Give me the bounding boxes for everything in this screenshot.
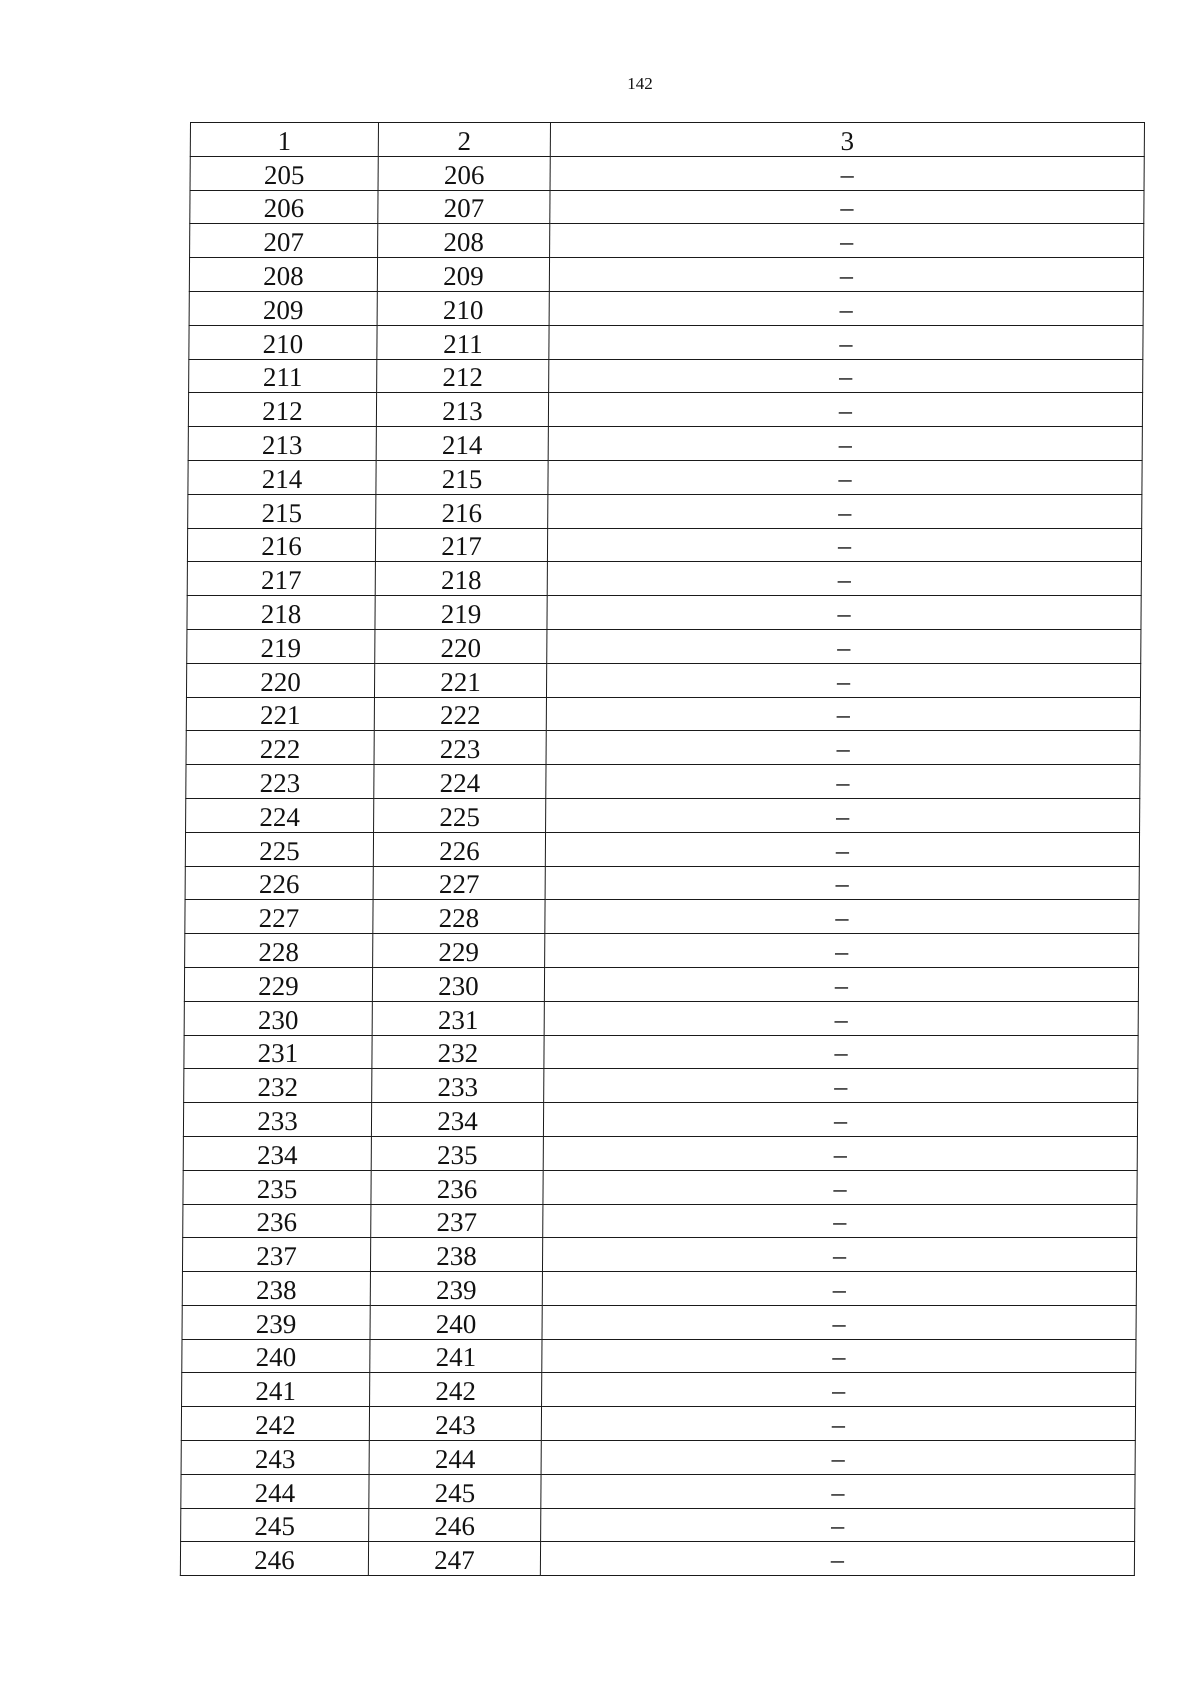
table-cell-col-3: – (550, 156, 1144, 190)
table-row (180, 1542, 1134, 1576)
table-cell-col-3: – (542, 1238, 1136, 1272)
table-cell-col-2: 247 (368, 1542, 540, 1576)
table-row (181, 1508, 1135, 1542)
table-cell-col-2: 241 (370, 1339, 542, 1373)
table-cell-col-2: 216 (376, 494, 548, 528)
table-cell-col-1: 214 (188, 460, 376, 494)
table-cell-col-2: 213 (376, 393, 548, 427)
table-cell-col-3: – (549, 258, 1143, 292)
table-cell-col-1: 232 (184, 1069, 372, 1103)
header-cell-col-3: 3 (550, 123, 1144, 157)
table-cell-col-2: 234 (371, 1103, 543, 1137)
table-cell-col-2: 246 (369, 1508, 541, 1542)
table-cell-col-3: – (546, 731, 1140, 765)
header-cell-col-1: 1 (190, 123, 378, 157)
table-cell-col-1: 211 (189, 359, 377, 393)
table-cell-col-1: 221 (186, 697, 374, 731)
table-header-row (190, 123, 1144, 157)
table-cell-col-2: 225 (374, 798, 546, 832)
table-cell-col-2: 222 (374, 697, 546, 731)
table-cell-col-2: 245 (369, 1474, 541, 1508)
table-cell-col-2: 237 (371, 1204, 543, 1238)
table-cell-col-3: – (544, 1069, 1138, 1103)
table-row (183, 1204, 1137, 1238)
table-cell-col-3: – (542, 1373, 1136, 1407)
table-cell-col-3: – (549, 359, 1143, 393)
table-cell-col-1: 208 (189, 258, 377, 292)
table-cell-col-3: – (544, 1035, 1138, 1069)
table-row (187, 562, 1141, 596)
table-cell-col-2: 218 (375, 562, 547, 596)
table-row (189, 291, 1143, 325)
table-row (188, 494, 1142, 528)
table-cell-col-3: – (546, 765, 1140, 799)
table-cell-col-1: 205 (190, 156, 378, 190)
table-cell-col-2: 208 (378, 224, 550, 258)
table-cell-col-1: 236 (183, 1204, 371, 1238)
table-cell-col-1: 238 (182, 1272, 370, 1306)
table-cell-col-1: 240 (182, 1339, 370, 1373)
table-row (184, 1069, 1138, 1103)
table-cell-col-3: – (547, 629, 1141, 663)
table-cell-col-3: – (550, 190, 1144, 224)
table-row (188, 427, 1142, 461)
table-row (190, 156, 1144, 190)
table-cell-col-1: 234 (183, 1136, 371, 1170)
table-cell-col-2: 231 (372, 1001, 544, 1035)
table-cell-col-2: 207 (378, 190, 550, 224)
table-row (185, 900, 1139, 934)
table-cell-col-2: 232 (372, 1035, 544, 1069)
table-cell-col-1: 212 (188, 393, 376, 427)
table-cell-col-1: 230 (184, 1001, 372, 1035)
table-body (180, 156, 1144, 1575)
table-row (190, 190, 1144, 224)
table-cell-col-2: 228 (373, 900, 545, 934)
table-cell-col-2: 227 (373, 866, 545, 900)
table-row (189, 258, 1143, 292)
table-cell-col-2: 235 (371, 1136, 543, 1170)
table-cell-col-1: 213 (188, 427, 376, 461)
table-cell-col-1: 219 (187, 629, 375, 663)
page-number: 142 (627, 74, 653, 93)
table-cell-col-1: 209 (189, 291, 377, 325)
table-cell-col-2: 236 (371, 1170, 543, 1204)
table-cell-col-3: – (547, 596, 1141, 630)
table-cell-col-3: – (543, 1136, 1137, 1170)
table-cell-col-3: – (545, 866, 1139, 900)
table-cell-col-2: 209 (377, 258, 549, 292)
table-cell-col-2: 224 (374, 765, 546, 799)
table-cell-col-2: 240 (370, 1305, 542, 1339)
table-row (182, 1373, 1136, 1407)
table-cell-col-3: – (548, 494, 1142, 528)
table-cell-col-3: – (547, 528, 1141, 562)
table-cell-col-3: – (544, 967, 1138, 1001)
table-cell-col-1: 241 (182, 1373, 370, 1407)
table-cell-col-1: 231 (184, 1035, 372, 1069)
table-row (187, 629, 1141, 663)
table-row (183, 1136, 1137, 1170)
table-row (188, 393, 1142, 427)
table-cell-col-1: 207 (190, 224, 378, 258)
table-cell-col-2: 212 (377, 359, 549, 393)
table-cell-col-1: 216 (187, 528, 375, 562)
table-cell-col-1: 246 (180, 1542, 368, 1576)
table-cell-col-2: 219 (375, 596, 547, 630)
table-cell-col-3: – (547, 562, 1141, 596)
table-row (189, 359, 1143, 393)
table-cell-col-1: 229 (184, 967, 372, 1001)
table-cell-col-2: 230 (372, 967, 544, 1001)
table-cell-col-2: 229 (373, 934, 545, 968)
table-cell-col-1: 237 (182, 1238, 370, 1272)
table-cell-col-2: 220 (375, 629, 547, 663)
table-cell-col-1: 227 (185, 900, 373, 934)
table-cell-col-3: – (549, 291, 1143, 325)
table-cell-col-2: 214 (376, 427, 548, 461)
table-row (181, 1407, 1135, 1441)
table-row (181, 1441, 1135, 1475)
table-cell-col-3: – (548, 393, 1142, 427)
table-row (188, 460, 1142, 494)
table-row (184, 967, 1138, 1001)
table-cell-col-1: 228 (185, 934, 373, 968)
table-cell-col-2: 215 (376, 460, 548, 494)
table-cell-col-2: 206 (378, 156, 550, 190)
table-cell-col-2: 243 (369, 1407, 541, 1441)
table-cell-col-2: 223 (374, 731, 546, 765)
table-cell-col-1: 222 (186, 731, 374, 765)
table-cell-col-3: – (545, 934, 1139, 968)
table-row (182, 1339, 1136, 1373)
table-row (184, 1035, 1138, 1069)
table-cell-col-3: – (541, 1508, 1135, 1542)
table-row (185, 934, 1139, 968)
table-cell-col-2: 217 (375, 528, 547, 562)
table-row (190, 224, 1144, 258)
table-row (182, 1272, 1136, 1306)
table-row (183, 1103, 1137, 1137)
table-row (187, 596, 1141, 630)
table-row (187, 528, 1141, 562)
table-cell-col-3: – (540, 1542, 1134, 1576)
table-cell-col-2: 221 (374, 663, 546, 697)
table-cell-col-1: 217 (187, 562, 375, 596)
table-cell-col-3: – (541, 1407, 1135, 1441)
table-cell-col-2: 242 (370, 1373, 542, 1407)
table-cell-col-1: 225 (185, 832, 373, 866)
table-cell-col-3: – (548, 427, 1142, 461)
table-cell-col-1: 245 (181, 1508, 369, 1542)
table-row (189, 325, 1143, 359)
table-cell-col-3: – (542, 1339, 1136, 1373)
table-row (182, 1238, 1136, 1272)
table-cell-col-3: – (544, 1001, 1138, 1035)
table-cell-col-1: 224 (186, 798, 374, 832)
table-row (184, 1001, 1138, 1035)
table-cell-col-1: 244 (181, 1474, 369, 1508)
table-cell-col-3: – (541, 1474, 1135, 1508)
table-cell-col-3: – (546, 663, 1140, 697)
table-cell-col-1: 226 (185, 866, 373, 900)
table-cell-col-2: 239 (370, 1272, 542, 1306)
table-cell-col-3: – (541, 1441, 1135, 1475)
table-row (183, 1170, 1137, 1204)
table-cell-col-3: – (542, 1272, 1136, 1306)
table-cell-col-1: 223 (186, 765, 374, 799)
table-row (186, 765, 1140, 799)
table-cell-col-3: – (545, 832, 1139, 866)
table-row (181, 1474, 1135, 1508)
table-cell-col-1: 239 (182, 1305, 370, 1339)
table-cell-col-3: – (546, 697, 1140, 731)
table-cell-col-3: – (545, 900, 1139, 934)
table-cell-col-1: 220 (186, 663, 374, 697)
table-row (186, 697, 1140, 731)
table-cell-col-2: 226 (373, 832, 545, 866)
table-cell-col-3: – (543, 1103, 1137, 1137)
table-cell-col-2: 211 (377, 325, 549, 359)
table-cell-col-1: 218 (187, 596, 375, 630)
table-row (186, 663, 1140, 697)
table-row (186, 731, 1140, 765)
table-cell-col-3: – (549, 325, 1143, 359)
table-cell-col-2: 238 (370, 1238, 542, 1272)
table-cell-col-1: 235 (183, 1170, 371, 1204)
table-cell-col-3: – (548, 460, 1142, 494)
header-cell-col-2: 2 (378, 123, 550, 157)
table-cell-col-1: 215 (188, 494, 376, 528)
table-row (185, 832, 1139, 866)
table-cell-col-2: 244 (369, 1441, 541, 1475)
table-cell-col-3: – (543, 1170, 1137, 1204)
table-cell-col-1: 242 (181, 1407, 369, 1441)
table-cell-col-2: 233 (372, 1069, 544, 1103)
table-cell-col-2: 210 (377, 291, 549, 325)
table-row (182, 1305, 1136, 1339)
data-table (180, 122, 1145, 1576)
table-cell-col-1: 243 (181, 1441, 369, 1475)
table-cell-col-3: – (543, 1204, 1137, 1238)
table-cell-col-1: 233 (183, 1103, 371, 1137)
table-cell-col-1: 210 (189, 325, 377, 359)
table-cell-col-3: – (542, 1305, 1136, 1339)
table-cell-col-3: – (550, 224, 1144, 258)
table-cell-col-3: – (546, 798, 1140, 832)
table-row (185, 866, 1139, 900)
table-row (186, 798, 1140, 832)
table-cell-col-1: 206 (190, 190, 378, 224)
